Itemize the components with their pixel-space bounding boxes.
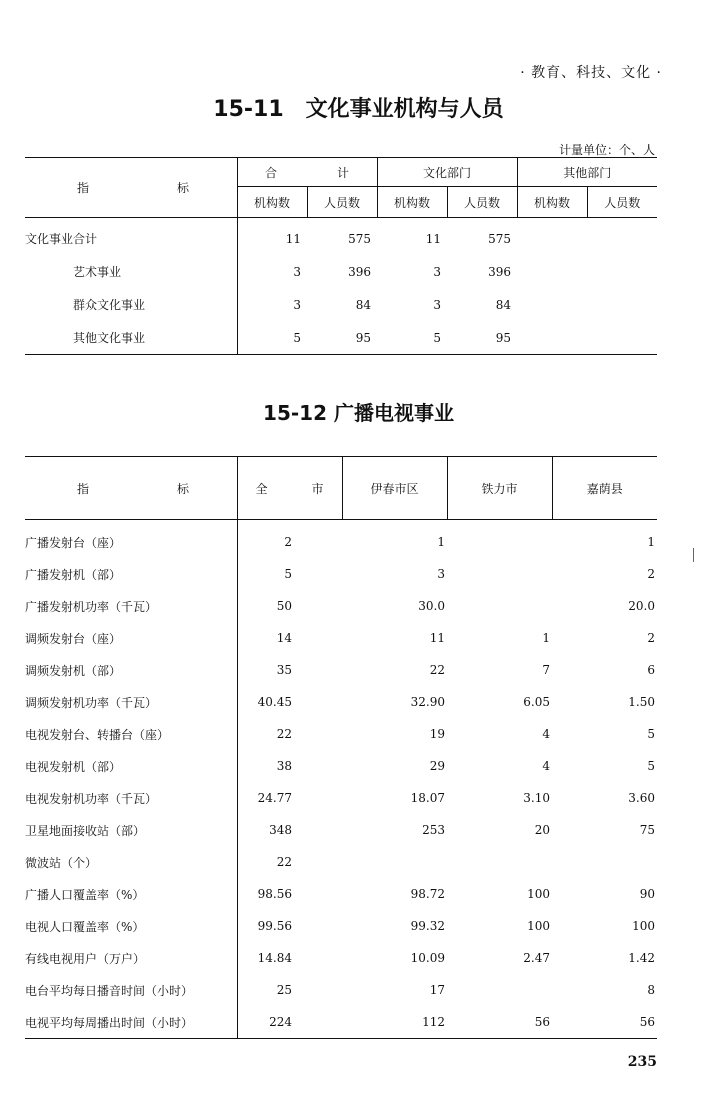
cell-jiayin: 2 [647,631,655,645]
col-inst-header: 机构数 [377,187,447,218]
col-inst-header: 机构数 [237,187,307,218]
cell-city: 22 [237,846,342,878]
table1-title-text: 文化事业机构与人员 [305,97,504,122]
row-label: 群众文化事业 [73,298,146,312]
row-label: 电视发射机（部） [25,759,122,774]
table1-number: 15-11 [213,97,284,122]
group-culture-header: 文化部门 [377,158,517,187]
cell-city: 25 [237,974,342,1006]
table2-number: 15-12 [263,401,327,425]
cell-total-staff: 396 [348,264,371,279]
cell-jiayin: 56 [639,1015,655,1029]
row-label: 文化事业合计 [25,232,98,246]
cell-tieli [447,558,552,590]
cell-city: 38 [237,750,342,782]
cell-jiayin: 5 [647,759,655,773]
table-row [25,288,657,321]
group-other-header: 其他部门 [517,158,657,187]
row-label: 广播发射台（座） [25,535,122,550]
cell-other-inst [517,255,587,288]
cell-jiayin: 1 [647,535,655,549]
row-label: 有线电视用户（万户） [25,951,146,966]
cell-yichun: 19 [429,727,445,741]
cell-yichun: 253 [422,823,445,837]
cell-culture-staff: 396 [488,264,511,279]
table1-title [0,92,717,123]
cell-jiayin: 8 [647,983,655,997]
index-header-b: 标 [177,181,190,195]
cell-jiayin: 100 [632,919,655,933]
table-row [25,718,657,750]
row-label: 卫星地面接收站（部） [25,823,146,838]
broadcast-tv-table [25,456,657,1039]
cell-total-staff: 575 [348,231,371,246]
row-label: 电视平均每周播出时间（小时） [25,1015,194,1030]
table-row [25,974,657,1006]
cell-tieli: 6.05 [523,695,550,709]
row-label: 微波站（个） [25,855,98,870]
cell-culture-staff: 84 [495,297,511,312]
cell-total-inst: 11 [237,218,307,256]
cell-city: 99.56 [237,910,342,942]
cell-city: 2 [237,520,342,559]
table-row [25,218,657,256]
table1-unit: 计量单位：个、人 [558,143,655,157]
row-label: 电台平均每日播音时间（小时） [25,983,194,998]
table-row [25,846,657,878]
cell-tieli: 56 [534,1015,550,1029]
cell-yichun: 18.07 [410,791,445,805]
cell-city: 98.56 [237,878,342,910]
cell-jiayin: 75 [639,823,655,837]
cell-total-staff: 84 [355,297,371,312]
col-inst-header: 机构数 [517,187,587,218]
cell-city: 35 [237,654,342,686]
cell-city: 14 [237,622,342,654]
col-city-a: 全 [255,481,268,496]
table2-title [0,397,717,426]
cell-city: 5 [237,558,342,590]
cell-tieli: 100 [527,919,550,933]
cell-city: 14.84 [237,942,342,974]
group-total-header [237,158,377,187]
cell-jiayin: 6 [647,663,655,677]
cell-yichun: 98.72 [410,887,445,901]
cell-culture-inst: 5 [433,330,441,345]
row-label: 调频发射台（座） [25,631,122,646]
cell-other-inst [517,321,587,355]
table-row [25,558,657,590]
page-number: 235 [627,1054,657,1070]
cell-tieli: 4 [542,759,550,773]
col-staff-header: 人员数 [307,187,377,218]
cell-culture-inst: 3 [433,264,441,279]
cell-culture-inst: 11 [425,231,441,246]
cell-tieli [447,846,552,878]
group-total-a: 合 [264,165,277,180]
cell-tieli: 2.47 [523,951,550,965]
col-staff-header: 人员数 [447,187,517,218]
cell-tieli [447,520,552,559]
cell-tieli: 20 [534,823,550,837]
cell-yichun: 29 [429,759,445,773]
cell-total-inst: 3 [237,288,307,321]
row-label: 电视发射台、转播台（座） [25,727,170,742]
table-row [25,814,657,846]
table-row [25,878,657,910]
table-row [25,622,657,654]
cell-jiayin [552,846,657,878]
col-yichun-header: 伊春市区 [342,457,447,520]
row-label: 广播发射机功率（千瓦） [25,599,158,614]
cell-jiayin: 5 [647,727,655,741]
cell-total-staff: 95 [355,330,371,345]
row-label: 广播人口覆盖率（%） [25,887,145,902]
cell-yichun: 10.09 [410,951,445,965]
cell-city: 348 [237,814,342,846]
table-row [25,782,657,814]
cell-city: 22 [237,718,342,750]
cell-other-inst [517,218,587,256]
cell-total-inst: 5 [237,321,307,355]
cell-yichun: 30.0 [418,599,445,613]
table-row [25,321,657,355]
margin-mark [693,548,694,562]
cell-tieli: 4 [542,727,550,741]
cell-jiayin: 90 [639,887,655,901]
row-label: 电视人口覆盖率（%） [25,919,145,934]
col-jiayin-header: 嘉荫县 [552,457,657,520]
index-header-a: 指 [77,481,90,496]
table-row [25,520,657,559]
cell-jiayin: 1.42 [628,951,655,965]
index-header [25,158,237,218]
cell-yichun: 17 [429,983,445,997]
cell-yichun [342,846,447,878]
cell-culture-staff: 95 [495,330,511,345]
cell-yichun: 1 [437,535,445,549]
row-label: 调频发射机功率（千瓦） [25,695,158,710]
table-row [25,590,657,622]
group-total-b: 计 [337,165,350,180]
running-header: · 教育、科技、文化 · [520,65,662,81]
index-header-a: 指 [77,181,90,195]
table-row [25,942,657,974]
cell-tieli: 100 [527,887,550,901]
table-row [25,255,657,288]
cell-jiayin: 1.50 [628,695,655,709]
row-label: 其他文化事业 [73,331,146,345]
table-row [25,686,657,718]
cell-other-staff [587,255,657,288]
row-label: 调频发射机（部） [25,663,122,678]
culture-institutions-table [25,157,657,355]
cell-tieli [447,590,552,622]
cell-yichun: 99.32 [410,919,445,933]
cell-yichun: 32.90 [410,695,445,709]
col-staff-header: 人员数 [587,187,657,218]
cell-city: 40.45 [237,686,342,718]
cell-tieli: 1 [542,631,550,645]
cell-jiayin: 2 [647,567,655,581]
col-tieli-header: 铁力市 [447,457,552,520]
cell-culture-staff: 575 [488,231,511,246]
cell-city: 224 [237,1006,342,1039]
table-row [25,750,657,782]
row-label: 广播发射机（部） [25,567,122,582]
table-row [25,910,657,942]
col-city-b: 市 [311,481,324,496]
cell-yichun: 22 [429,663,445,677]
col-city-header [237,457,342,520]
cell-city: 50 [237,590,342,622]
cell-jiayin: 20.0 [628,599,655,613]
cell-yichun: 11 [429,631,445,645]
row-label: 电视发射机功率（千瓦） [25,791,158,806]
table-row [25,654,657,686]
table-row [25,1006,657,1039]
cell-other-staff [587,288,657,321]
index-header [25,457,237,520]
cell-culture-inst: 3 [433,297,441,312]
cell-other-staff [587,321,657,355]
cell-tieli: 3.10 [523,791,550,805]
cell-yichun: 3 [437,567,445,581]
cell-jiayin: 3.60 [628,791,655,805]
cell-city: 24.77 [237,782,342,814]
index-header-b: 标 [177,481,190,496]
cell-tieli [447,974,552,1006]
cell-other-inst [517,288,587,321]
cell-other-staff [587,218,657,256]
table2-title-text: 广播电视事业 [333,401,454,425]
cell-yichun: 112 [422,1015,445,1029]
cell-tieli: 7 [542,663,550,677]
cell-total-inst: 3 [237,255,307,288]
row-label: 艺术事业 [73,265,122,279]
